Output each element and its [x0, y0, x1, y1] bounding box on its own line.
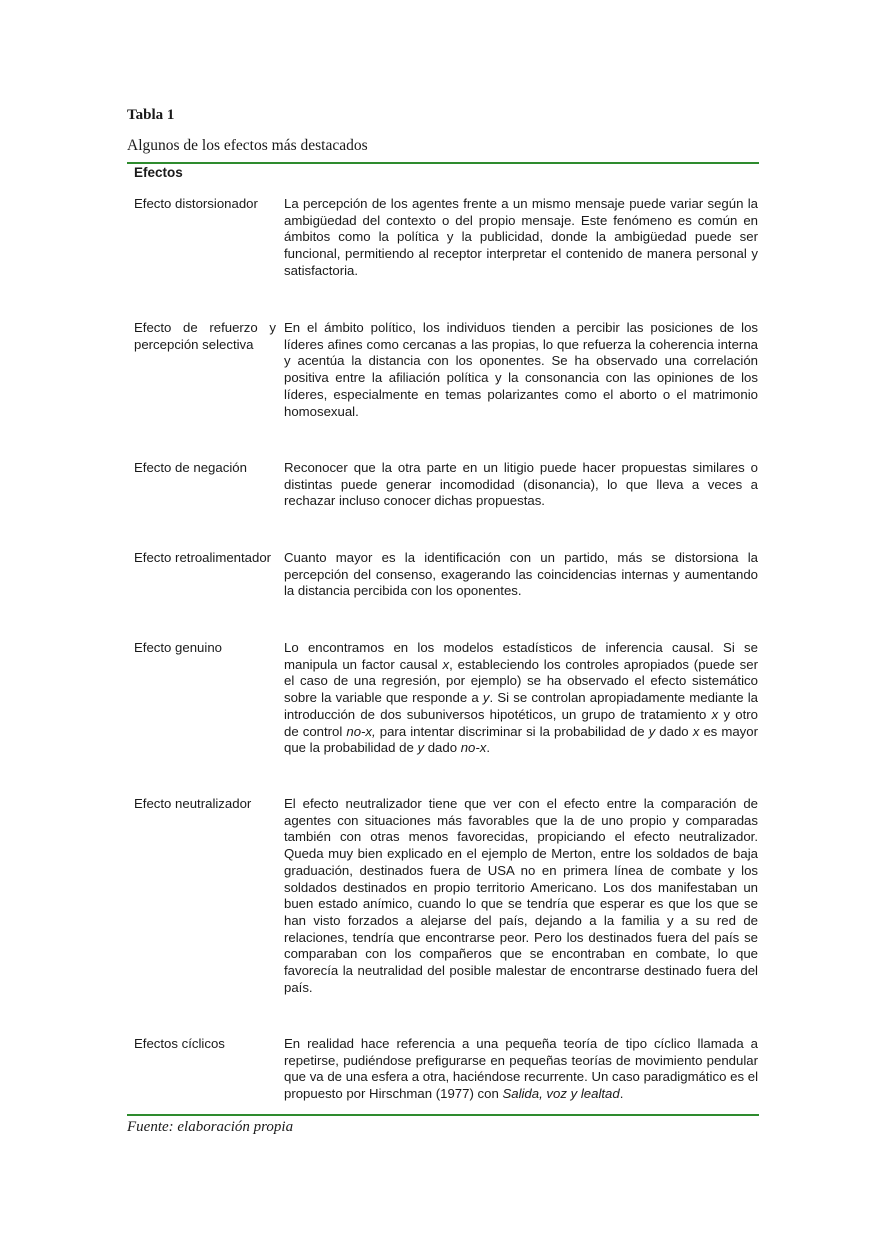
- table-row-ciclicos: [127, 1036, 759, 1103]
- effect-description: El efecto neutralizador tiene que ver con el efecto entre la comparación de agentes con situaciones más favorables que la de uno propio y comparadas también con otras menos favorecidas, propiciando el efecto neutralizador. Queda muy bien explicado en el ejemplo de Merton, entre los soldados de baja graduación, destinados fuera de USA no en primera línea de combate y los soldados destinados en propio territorio Americano. Los dos manifestaban un buen estado anímico, cuando lo que se tendría que esperar es que los que se han visto forzados a alejarse del país, dejando a la familia y a su red de relaciones, tendría que encontrarse peor. Pero los destinados fuera del país se comparaban con los compañeros que se encontraban en combate, lo que favorecía la neutralidad del posible malestar de encontrarse destinado fuera del país.: [284, 796, 758, 995]
- effect-name: Efecto de refuerzo y percepción selectiva: [134, 320, 276, 352]
- effect-description: En realidad hace referencia a una pequeña teoría de tipo cíclico llamada a repetirse, pudiéndose prefigurarse en pequeñas teorías de movimiento pendular que va de una esfera a otra, haciéndose recurrente. Un caso paradigmático es el propuesto por Hirschman (1977) con Salida, voz y lealtad.: [284, 1036, 758, 1102]
- table-caption: Algunos de los efectos más destacados: [127, 137, 368, 154]
- effect-description: Cuanto mayor es la identificación con un partido, más se distorsiona la percepción del consenso, exagerando las coincidencias internas y aumentando la distancia percibida con los oponentes.: [284, 550, 758, 599]
- table-row-neutralizador: [127, 796, 759, 996]
- table-row-retroalimentador: [127, 550, 759, 600]
- effect-name: Efecto de negación: [134, 460, 247, 475]
- effect-description: Lo encontramos en los modelos estadísticos de inferencia causal. Si se manipula un factor causal x, estableciendo los controles apropiados (puede ser el caso de una regresión, por ejemplo) se ha observado el efecto sistemático sobre la variable que responde a y. Si se controlan apropiadamente mediante la introducción de dos subuniversos hipotéticos, un grupo de tratamiento x y otro de control no-x, para intentar discriminar si la probabilidad de y dado x es mayor que la probabilidad de y dado no-x.: [284, 640, 758, 756]
- table-source-note: Fuente: elaboración propia: [127, 1119, 294, 1135]
- table-header-effects: Efectos: [134, 165, 183, 180]
- table-row-genuino: [127, 640, 759, 757]
- table-row-refuerzo: [127, 320, 759, 420]
- table-bottom-rule: [127, 1114, 759, 1116]
- table-row-distorsionador: [127, 196, 759, 280]
- table-block: [127, 104, 759, 1135]
- effect-name: Efectos cíclicos: [134, 1036, 225, 1051]
- effect-name: Efecto distorsionador: [134, 196, 258, 211]
- effect-name: Efecto neutralizador: [134, 796, 252, 811]
- effect-name: Efecto retroalimentador: [134, 550, 272, 565]
- effect-description: Reconocer que la otra parte en un litigio puede hacer propuestas similares o distintas puede generar incomodidad (disonancia), lo que lleva a veces a rechazar incluso conocer dichas propuestas.: [284, 460, 758, 509]
- table-row-negacion: [127, 460, 759, 510]
- table-label: Tabla 1: [127, 107, 175, 123]
- effect-description: La percepción de los agentes frente a un mismo mensaje puede variar según la ambigüedad del contexto o del propio mensaje. Este fenómeno es común en ámbitos como la política y la publicidad, donde la ambigüedad puede ser funcional, permitiendo al receptor interpretar el contenido de manera personal y satisfactoria.: [284, 196, 758, 278]
- effect-name: Efecto genuino: [134, 640, 222, 655]
- effect-description: En el ámbito político, los individuos tienden a percibir las posiciones de los líderes afines como cercanas a las propias, lo que refuerza la coherencia interna y acentúa la distancia con los oponentes. Se ha observado una correlación positiva entre la afiliación política y la consonancia con las opiniones de los líderes, especialmente en temas polarizantes como el aborto o el matrimonio homosexual.: [284, 320, 758, 419]
